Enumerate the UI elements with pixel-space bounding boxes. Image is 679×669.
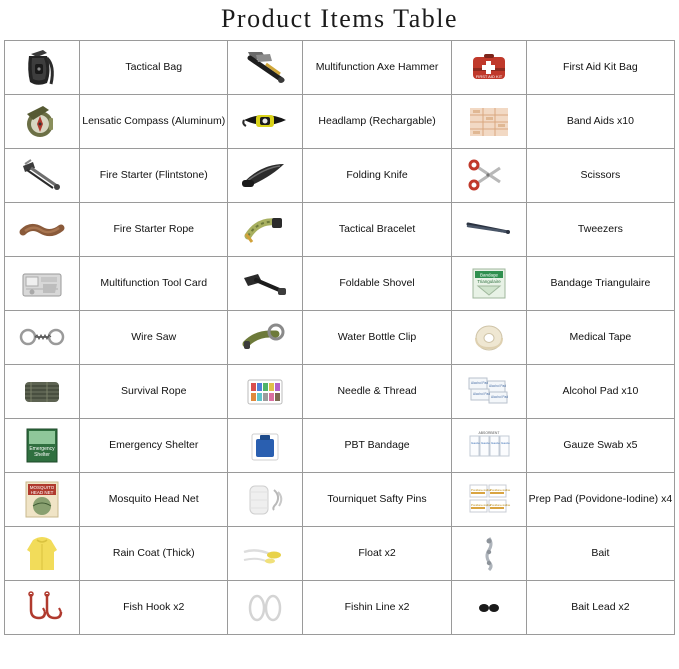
svg-text:Shelter: Shelter (34, 452, 50, 458)
tourniquet-safety-pins-icon (236, 476, 294, 523)
product-image-cell (451, 203, 526, 257)
multifunction-axe-hammer-icon (236, 44, 294, 91)
product-label: Tactical Bracelet (338, 222, 416, 235)
fish-hook-icon (13, 584, 71, 631)
svg-text:Gauze: Gauze (500, 441, 510, 445)
product-label: Multifunction Tool Card (100, 276, 208, 289)
medical-tape-icon (460, 314, 518, 361)
product-label-cell (303, 257, 451, 311)
product-label: First Aid Kit Bag (563, 60, 638, 73)
product-image-cell (228, 203, 303, 257)
product-label: Mosquito Head Net (108, 492, 199, 505)
wire-saw-icon (13, 314, 71, 361)
svg-text:MOSQUITO: MOSQUITO (29, 485, 55, 490)
product-label: Medical Tape (569, 330, 632, 343)
product-label-cell (526, 41, 674, 95)
product-label-cell (526, 95, 674, 149)
product-label: Foldable Shovel (339, 276, 415, 289)
needle-and-thread-icon (236, 368, 294, 415)
svg-text:Povidone-Iodine: Povidone-Iodine (489, 488, 510, 492)
svg-text:FIRST AID KIT: FIRST AID KIT (475, 74, 502, 79)
table-row (5, 257, 675, 311)
tactical-bracelet-icon (236, 206, 294, 253)
product-label: Fire Starter (Flintstone) (99, 168, 208, 181)
alcohol-pad-icon (460, 368, 518, 415)
product-image-cell (5, 365, 80, 419)
product-label-cell (303, 581, 451, 635)
product-label-cell (80, 203, 228, 257)
svg-text:Gauze: Gauze (470, 441, 480, 445)
product-label: Survival Rope (121, 384, 187, 397)
product-label: Bait (591, 546, 610, 559)
scissors-icon (460, 152, 518, 199)
svg-text:Alcohol Pad: Alcohol Pad (470, 381, 488, 385)
bait-lead-icon (460, 584, 518, 631)
table-row (5, 473, 675, 527)
float-icon (236, 530, 294, 577)
product-image-cell (451, 581, 526, 635)
product-image-cell (451, 311, 526, 365)
product-label-cell (303, 41, 451, 95)
mosquito-head-net-icon (13, 476, 71, 523)
table-row (5, 41, 675, 95)
product-image-cell (5, 203, 80, 257)
svg-text:ABSORBENT: ABSORBENT (478, 431, 500, 435)
product-label-cell (80, 473, 228, 527)
product-label-cell (526, 365, 674, 419)
product-image-cell (5, 311, 80, 365)
product-label-cell (80, 419, 228, 473)
product-image-cell (451, 419, 526, 473)
product-label: Emergency Shelter (109, 438, 199, 451)
table-row (5, 527, 675, 581)
product-label-cell (80, 95, 228, 149)
product-image-cell (228, 41, 303, 95)
product-label-cell (526, 581, 674, 635)
bait-icon (460, 530, 518, 577)
rain-coat-icon (13, 530, 71, 577)
table-row (5, 581, 675, 635)
product-label: Tourniquet Safty Pins (327, 492, 427, 505)
product-image-cell (5, 149, 80, 203)
product-image-cell (451, 365, 526, 419)
product-label: Folding Knife (346, 168, 408, 181)
table-row (5, 365, 675, 419)
product-image-cell (228, 149, 303, 203)
product-image-cell (5, 41, 80, 95)
product-image-cell (451, 473, 526, 527)
svg-text:Povidone-Iodine: Povidone-Iodine (489, 503, 510, 507)
product-label: Band Aids x10 (566, 114, 634, 127)
bandage-triangulaire-icon (460, 260, 518, 307)
product-image-cell (5, 95, 80, 149)
product-label: Scissors (580, 168, 621, 181)
product-label: Fish Hook x2 (123, 600, 185, 613)
gauze-swab-icon (460, 422, 518, 469)
svg-text:Povidone-Iodine: Povidone-Iodine (470, 503, 491, 507)
product-label: Tactical Bag (125, 60, 183, 73)
product-image-cell (228, 95, 303, 149)
fishing-line-icon (236, 584, 294, 631)
product-label-cell (526, 257, 674, 311)
product-image-cell (228, 257, 303, 311)
product-label: Needle & Thread (337, 384, 417, 397)
fire-starter-rope-icon (13, 206, 71, 253)
table-row (5, 149, 675, 203)
product-image-cell (5, 419, 80, 473)
product-label: Lensatic Compass (Aluminum) (82, 114, 226, 127)
svg-text:Bandage: Bandage (479, 272, 498, 278)
product-image-cell (5, 527, 80, 581)
svg-text:Alcohol Pad: Alcohol Pad (472, 392, 490, 396)
table-row (5, 203, 675, 257)
foldable-shovel-icon (236, 260, 294, 307)
first-aid-kit-bag-icon (460, 44, 518, 91)
product-items-table (4, 40, 675, 635)
product-label-cell (303, 365, 451, 419)
product-label-cell (303, 419, 451, 473)
product-label: Rain Coat (Thick) (112, 546, 195, 559)
table-row (5, 95, 675, 149)
svg-text:Gauze: Gauze (490, 441, 500, 445)
product-label: Gauze Swab x5 (563, 438, 638, 451)
svg-text:Povidone-Iodine: Povidone-Iodine (470, 488, 491, 492)
product-label: Float x2 (358, 546, 396, 559)
product-label: Bandage Triangulaire (550, 276, 651, 289)
product-label: Multifunction Axe Hammer (315, 60, 439, 73)
product-label: Tweezers (577, 222, 623, 235)
folding-knife-icon (236, 152, 294, 199)
emergency-shelter-icon (13, 422, 71, 469)
prep-pad-icon (460, 476, 518, 523)
product-image-cell (451, 95, 526, 149)
lensatic-compass-icon (13, 98, 71, 145)
product-label-cell (80, 149, 228, 203)
product-image-cell (451, 527, 526, 581)
product-label-cell (80, 257, 228, 311)
product-label-cell (526, 473, 674, 527)
svg-text:Alcohol Pad: Alcohol Pad (490, 395, 508, 399)
product-image-cell (228, 527, 303, 581)
product-image-cell (228, 581, 303, 635)
product-label-cell (80, 311, 228, 365)
product-image-cell (5, 473, 80, 527)
product-label: Prep Pad (Povidone-Iodine) x4 (528, 492, 673, 505)
band-aids-icon (460, 98, 518, 145)
product-label: Fire Starter Rope (113, 222, 194, 235)
product-label: PBT Bandage (344, 438, 410, 451)
product-label-cell (526, 527, 674, 581)
svg-text:Gauze: Gauze (480, 441, 490, 445)
product-label-cell (303, 203, 451, 257)
product-label: Headlamp (Rechargable) (318, 114, 436, 127)
product-label-cell (303, 527, 451, 581)
product-label-cell (80, 41, 228, 95)
product-label-cell (80, 365, 228, 419)
product-label: Bait Lead x2 (571, 600, 630, 613)
fire-starter-flintstone-icon (13, 152, 71, 199)
product-label: Wire Saw (131, 330, 177, 343)
product-label-cell (303, 473, 451, 527)
headlamp-icon (236, 98, 294, 145)
product-image-cell (5, 257, 80, 311)
product-image-cell (228, 311, 303, 365)
survival-rope-icon (13, 368, 71, 415)
product-label-cell (526, 419, 674, 473)
svg-text:Alcohol Pad: Alcohol Pad (488, 384, 506, 388)
table-row (5, 311, 675, 365)
product-image-cell (451, 257, 526, 311)
product-image-cell (228, 365, 303, 419)
product-label-cell (303, 311, 451, 365)
product-label-cell (80, 527, 228, 581)
table-body (5, 41, 675, 635)
product-label: Water Bottle Clip (337, 330, 417, 343)
product-label: Alcohol Pad x10 (562, 384, 639, 397)
product-label-cell (80, 581, 228, 635)
water-bottle-clip-icon (236, 314, 294, 361)
product-image-cell (5, 581, 80, 635)
svg-text:HEAD NET: HEAD NET (30, 490, 54, 495)
product-label-cell (526, 149, 674, 203)
pbt-bandage-icon (236, 422, 294, 469)
product-image-cell (451, 149, 526, 203)
product-image-cell (228, 473, 303, 527)
product-label: Fishin Line x2 (344, 600, 410, 613)
product-label-cell (303, 149, 451, 203)
table-row (5, 419, 675, 473)
svg-text:Emergency: Emergency (29, 446, 55, 452)
product-label-cell (526, 311, 674, 365)
tactical-bag-icon (13, 44, 71, 91)
svg-text:Triangulaire: Triangulaire (476, 279, 501, 284)
multifunction-tool-card-icon (13, 260, 71, 307)
page-title: Product Items Table (220, 4, 459, 33)
product-label-cell (303, 95, 451, 149)
tweezers-icon (460, 206, 518, 253)
product-label-cell (526, 203, 674, 257)
product-image-cell (451, 41, 526, 95)
product-image-cell (228, 419, 303, 473)
